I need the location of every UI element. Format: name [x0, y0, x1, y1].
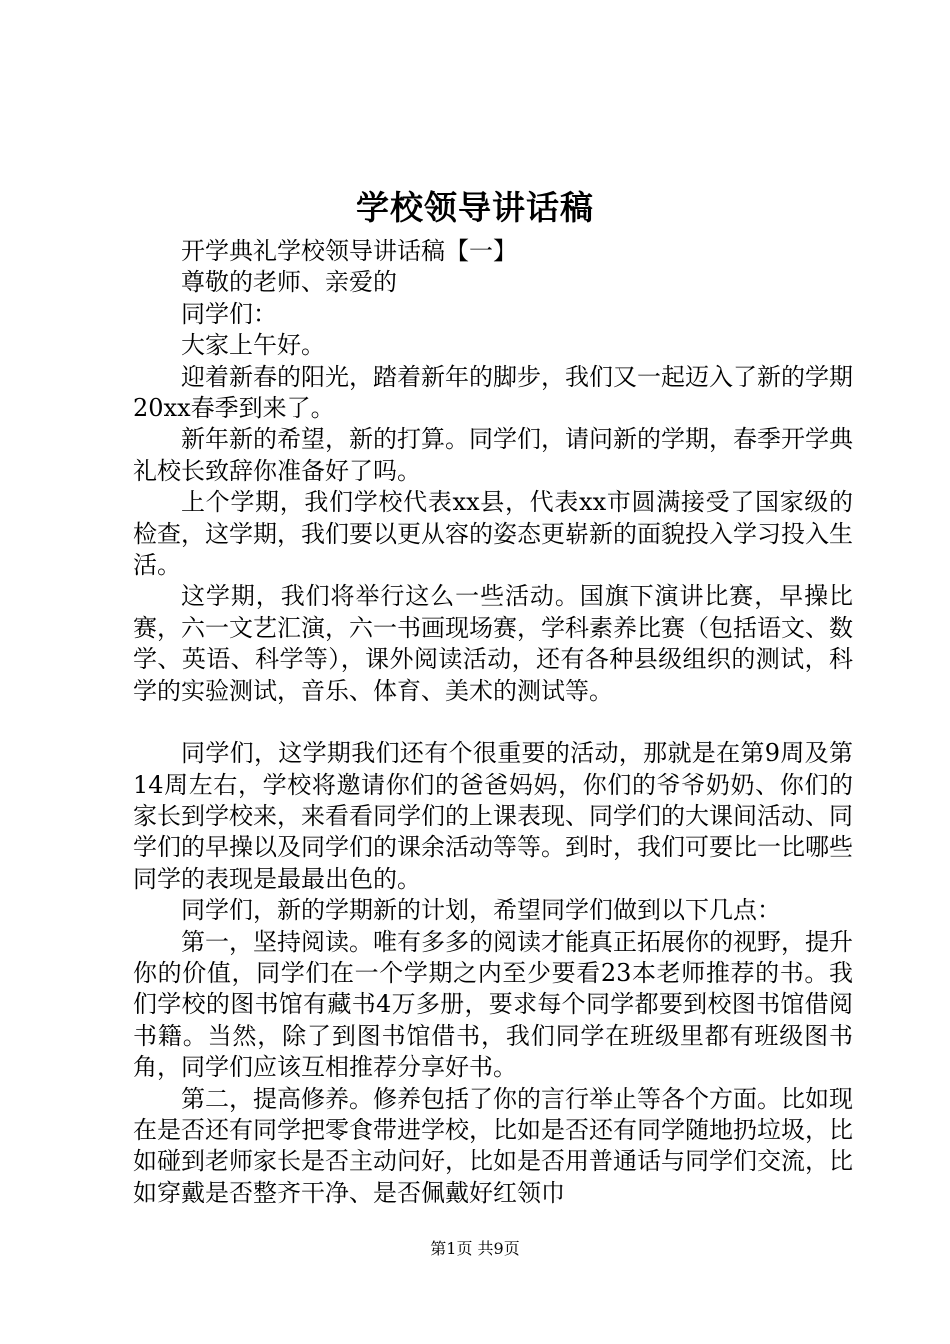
paragraph-text: 这学期，我们将举行这么一些活动。国旗下演讲比赛，早操比赛，六一文艺汇演，六一书画现场赛，学科素养比赛（包括语文、数学、英语、科学等），课外阅读活动，还有各种县级组织的测试，科学的实验测试，音乐、体育、美术的测试等。 — [133, 582, 853, 705]
paragraph-text: 上个学期，我们学校代表xx县，代表xx市圆满接受了国家级的检查，这学期，我们要以更从容的姿态更崭新的面貌投入学习投入生活。 — [133, 488, 853, 580]
paragraph-greeting: 大家上午好。 — [181, 331, 325, 360]
paragraph-heading: 开学典礼学校领导讲话稿【一】 — [181, 237, 517, 265]
paragraph-text: 第一，坚持阅读。唯有多多的阅读才能真正拓展你的视野，提升你的价值，同学们在一个学期之内至少要看23本老师推荐的书。我们学校的图书馆有藏书4万多册，要求每个同学都要到校图书馆借阅书籍。当然，除了到图书馆借书，我们同学在班级里都有班级图书角，同学们应该互相推荐分享好书。 — [133, 927, 853, 1082]
paragraph-text: 第二，提高修养。修养包括了你的言行举止等各个方面。比如现在是否还有同学把零食带进学校，比如是否还有同学随地扔垃圾，比如碰到老师家长是否主动问好，比如是否用普通话与同学们交流，比如穿戴是否整齐干净、是否佩戴好红领巾 — [133, 1084, 853, 1207]
page-number-footer: 第1页 共9页 — [430, 1239, 520, 1258]
paragraph-text: 同学们，这学期我们还有个很重要的活动，那就是在第9周及第14周左右，学校将邀请你们的爸爸妈妈，你们的爷爷奶奶、你们的家长到学校来，来看看同学们的上课表现、同学们的大课间活动、同学们的早操以及同学们的课余活动等等。到时，我们可要比一比哪些同学的表现是最最出色的。 — [133, 739, 853, 893]
paragraph-salutation-1: 尊敬的老师、亲爱的 — [181, 268, 397, 297]
paragraph-text: 新年新的希望，新的打算。同学们，请问新的学期，春季开学典礼校长致辞你准备好了吗。 — [133, 425, 853, 485]
document-body — [133, 236, 853, 1209]
paragraph-text: 同学们，新的学期新的计划，希望同学们做到以下几点： — [181, 896, 781, 925]
paragraph-text: 迎着新春的阳光，踏着新年的脚步，我们又一起迈入了新的学期20xx春季到来了。 — [133, 362, 853, 423]
document-title: 学校领导讲话稿 — [356, 188, 594, 227]
paragraph-salutation-2: 同学们： — [181, 299, 277, 328]
